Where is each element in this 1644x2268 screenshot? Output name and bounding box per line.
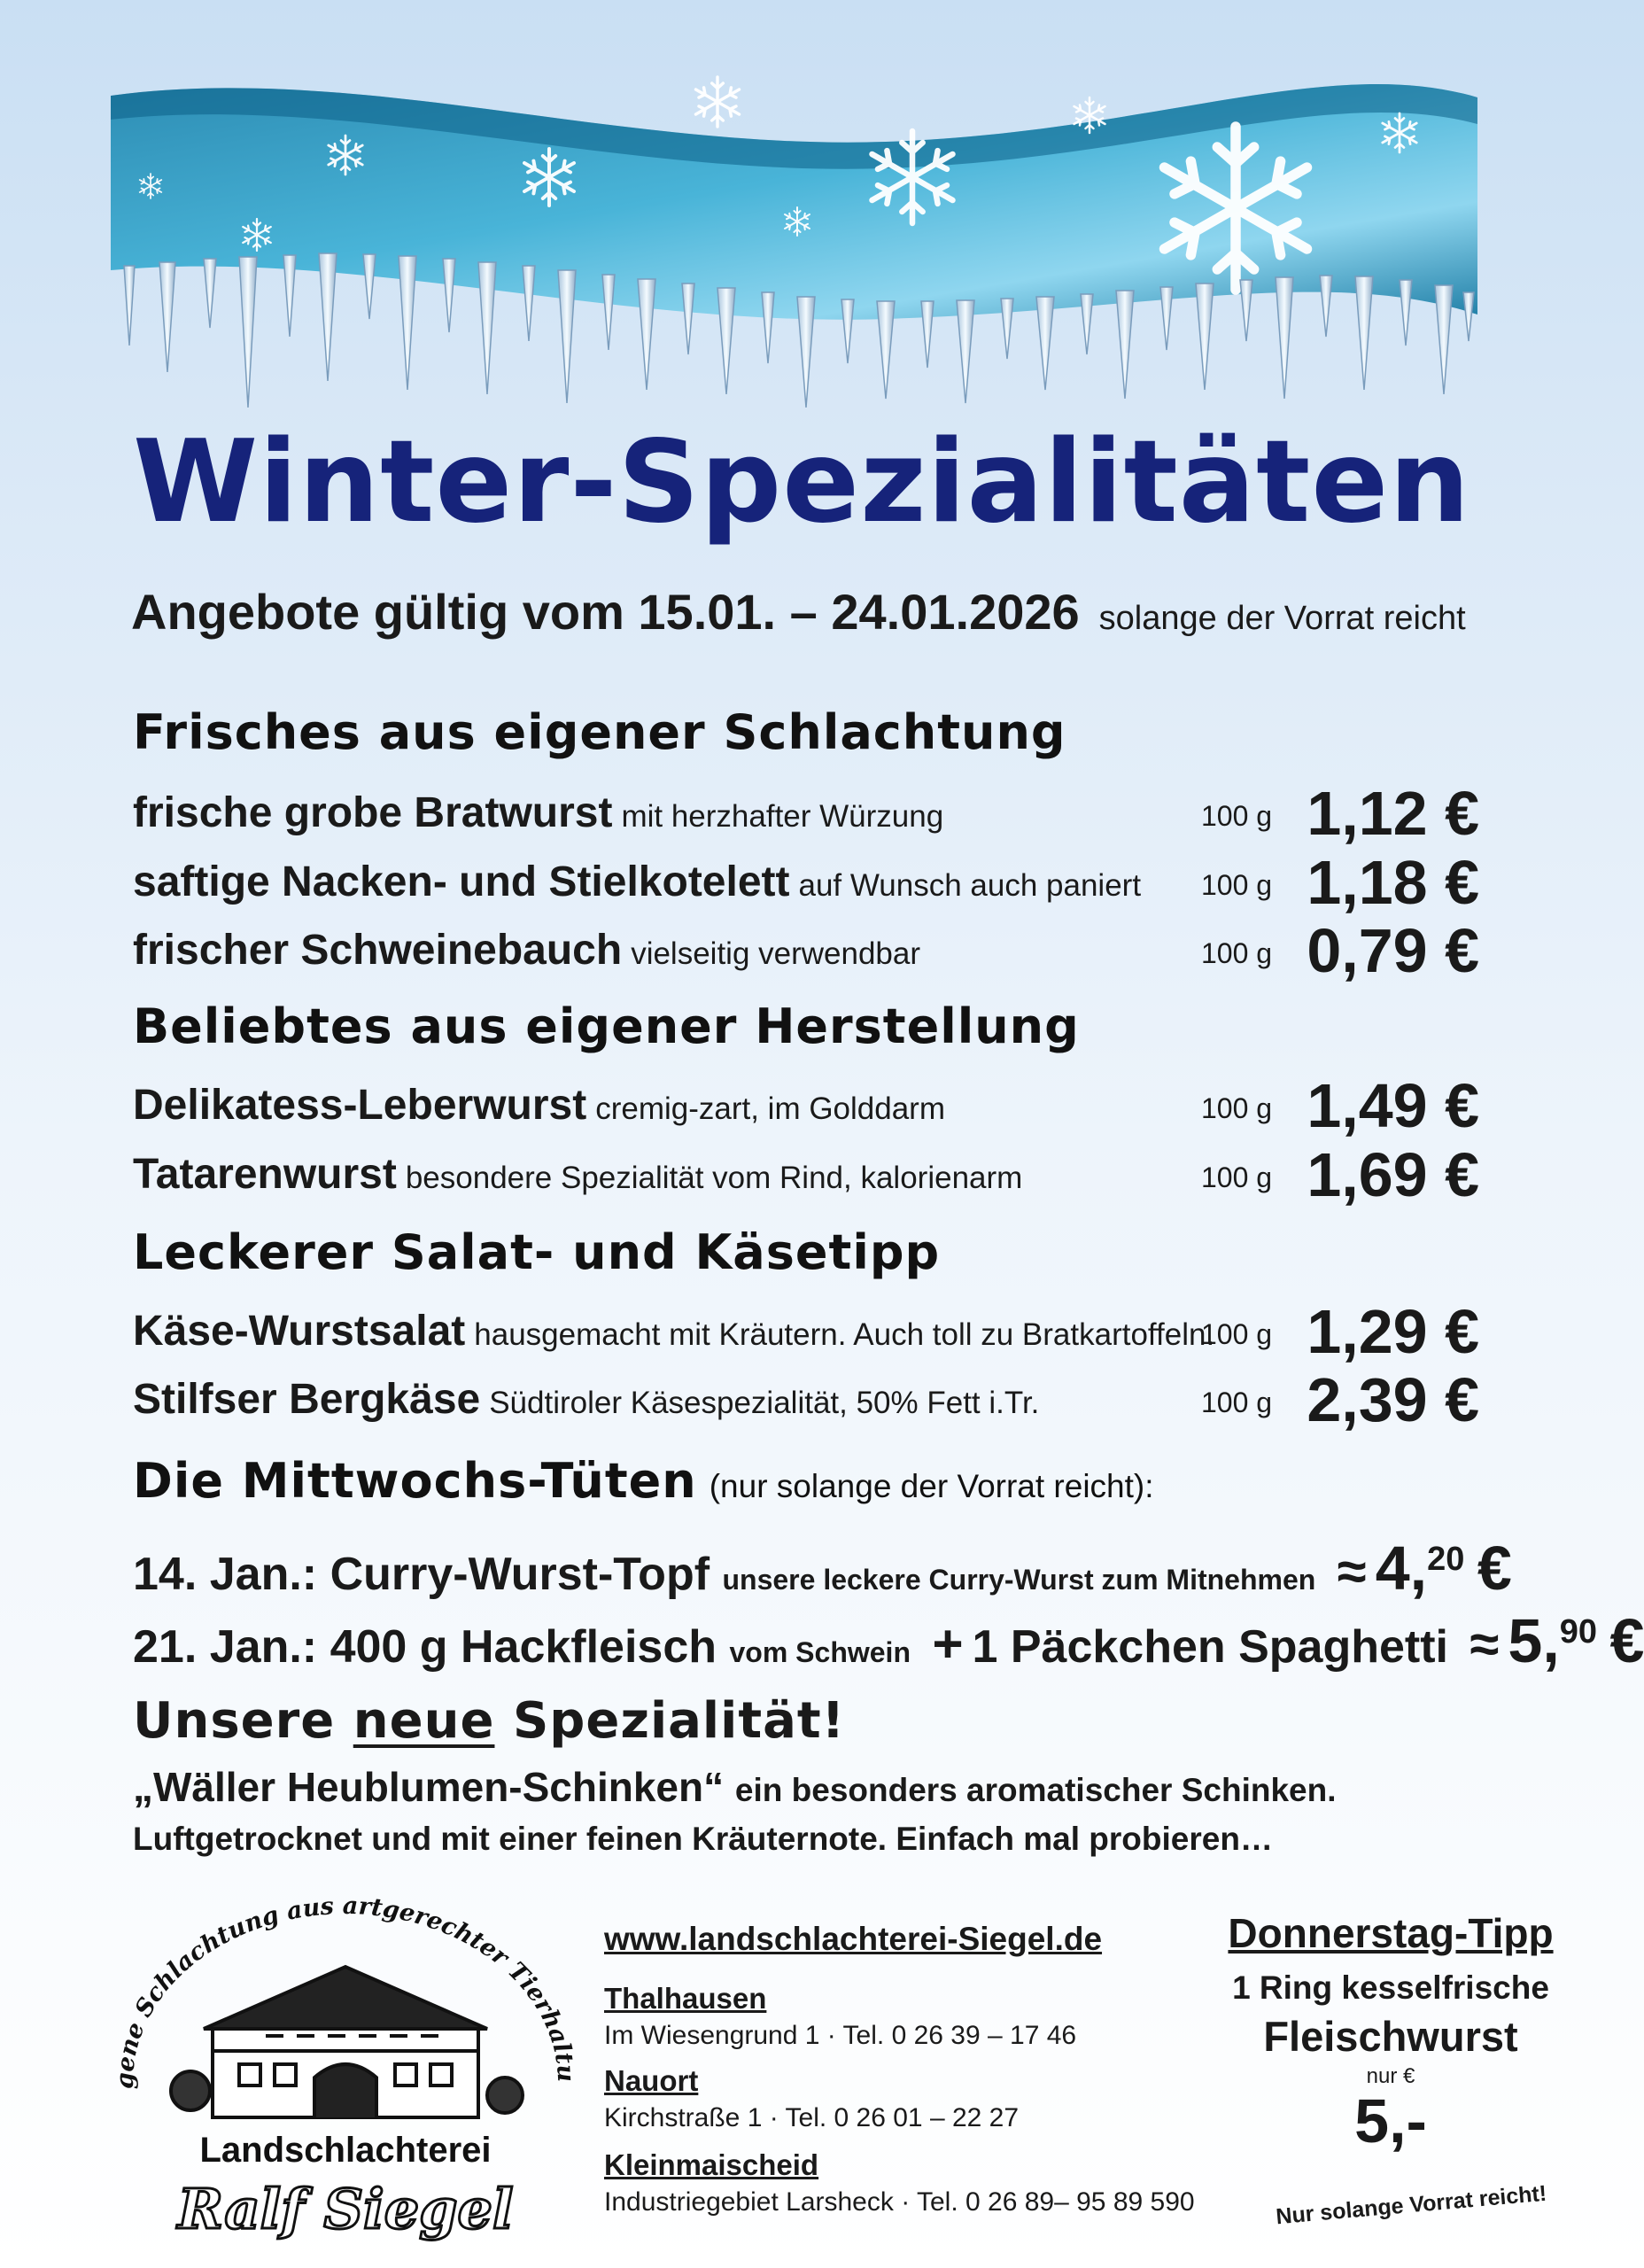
location-name: Nauort xyxy=(604,2064,699,2097)
item-price: 1,18 € xyxy=(1307,848,1479,917)
offer-extra: 1 Päckchen Spaghetti xyxy=(972,1621,1449,1673)
list-item xyxy=(133,916,1479,990)
tipp-line1: 1 Ring kesselfrische xyxy=(1232,1969,1549,2006)
item-price: 1,29 € xyxy=(1307,1297,1479,1366)
location-address: Im Wiesengrund 1 · Tel. 0 26 39 – 17 46 xyxy=(604,2021,1077,2050)
offer-date: 14. Jan.: xyxy=(133,1549,318,1600)
special-heading-pre: Unsere xyxy=(133,1692,353,1750)
item-desc: vielseitig verwendbar xyxy=(631,936,921,971)
tipp-heading: Donnerstag-Tipp xyxy=(1228,1910,1554,1956)
offer-detail: vom Schwein xyxy=(729,1636,911,1668)
company-logo xyxy=(106,1896,585,2250)
list-item xyxy=(133,1071,1479,1145)
validity-note: solange der Vorrat reicht xyxy=(1098,600,1466,637)
logo-company: Landschlachterei xyxy=(199,2131,492,2170)
item-desc: mit herzhafter Würzung xyxy=(621,799,944,834)
mittwoch-heading: Die Mittwochs-Tüten xyxy=(133,1453,697,1509)
section-heading: Beliebtes aus eigener Herstellung xyxy=(133,998,1080,1054)
item-desc: Südtiroler Käsespezialität, 50% Fett i.Tr. xyxy=(489,1386,1040,1420)
item-unit: 100 g xyxy=(1201,1386,1273,1418)
offer-currency: € xyxy=(1609,1606,1644,1675)
offer-detail: unsere leckere Curry-Wurst zum Mitnehmen xyxy=(722,1564,1316,1596)
item-name: saftige Nacken- und Stielkotelett xyxy=(133,858,790,905)
item-desc: auf Wunsch auch paniert xyxy=(798,868,1142,903)
mittwoch-note: (nur solange der Vorrat reicht): xyxy=(709,1468,1154,1504)
tipp-line2: Fleischwurst xyxy=(1263,2013,1518,2060)
offer-date: 21. Jan.: xyxy=(133,1621,318,1673)
special-text1: ein besonders aromatischer Schinken. xyxy=(734,1772,1337,1808)
list-item xyxy=(133,1140,1479,1214)
item-unit: 100 g xyxy=(1201,800,1273,832)
offer-price-cents: 20 xyxy=(1427,1540,1465,1578)
special-heading-neue: neue xyxy=(353,1692,495,1750)
special-name: „Wäller Heublumen-Schinken“ xyxy=(133,1764,725,1810)
item-name: Stilfser Bergkäse xyxy=(133,1376,481,1423)
special-heading xyxy=(133,1692,845,1750)
offer-price-main: 4, xyxy=(1375,1534,1428,1603)
list-item xyxy=(133,1605,1644,1676)
item-name: Käse-Wurstsalat xyxy=(133,1308,466,1355)
item-unit: 100 g xyxy=(1201,1161,1273,1193)
plus-sign: + xyxy=(932,1614,964,1674)
offer-price-cents: 90 xyxy=(1559,1612,1598,1651)
approx-sign: ≈ xyxy=(1337,1542,1367,1601)
item-price: 0,79 € xyxy=(1307,916,1479,985)
special-heading-post: Spezialität! xyxy=(494,1692,846,1750)
offer-item: Curry-Wurst-Topf xyxy=(330,1549,710,1600)
item-unit: 100 g xyxy=(1201,1318,1273,1350)
item-price: 1,12 € xyxy=(1307,779,1479,848)
section-heading: Frisches aus eigener Schlachtung xyxy=(133,704,1066,760)
item-desc: cremig-zart, im Golddarm xyxy=(595,1091,945,1126)
item-unit: 100 g xyxy=(1201,1092,1273,1124)
tipp-stock-note: Nur solange Vorrat reicht! xyxy=(1275,2180,1548,2230)
item-unit: 100 g xyxy=(1201,869,1273,901)
logo-arc-text: gene Schlachtung aus artgerechter Tierhaltu xyxy=(111,1896,580,2090)
logo-signature: Ralf Siegel xyxy=(177,2177,514,2241)
section-heading xyxy=(133,1453,1154,1509)
special-line xyxy=(133,1763,1336,1811)
item-name: Delikatess-Leberwurst xyxy=(133,1082,587,1129)
item-name: Tatarenwurst xyxy=(133,1151,397,1198)
offer-item: 400 g Hackfleisch xyxy=(330,1621,717,1673)
tipp-price: 5,- xyxy=(1354,2086,1427,2155)
item-price: 1,49 € xyxy=(1307,1071,1479,1140)
location-address: Kirchstraße 1 · Tel. 0 26 01 – 22 27 xyxy=(604,2103,1020,2132)
list-item xyxy=(133,1297,1479,1371)
list-item xyxy=(133,1533,1512,1604)
tipp-nur: nur € xyxy=(1366,2064,1415,2088)
section-heading: Leckerer Salat- und Käsetipp xyxy=(133,1224,941,1280)
special-text2: Luftgetrocknet und mit einer feinen Kräuternote. Einfach mal probieren… xyxy=(133,1821,1273,1857)
location-address: Industriegebiet Larsheck · Tel. 0 26 89– 95 89 590 xyxy=(604,2187,1195,2217)
list-item xyxy=(133,779,1479,852)
location-name: Kleinmaischeid xyxy=(604,2148,819,2181)
item-desc: hausgemacht mit Kräutern. Auch toll zu Bratkartoffeln. xyxy=(474,1317,1215,1352)
item-name: frische grobe Bratwurst xyxy=(133,789,613,836)
offer-price-main: 5, xyxy=(1508,1606,1560,1675)
validity-line xyxy=(131,583,1466,641)
winter-banner xyxy=(0,0,1603,416)
validity-dates: Angebote gültig vom 15.01. – 24.01.2026 xyxy=(131,584,1080,640)
donnerstag-tipp xyxy=(1205,1909,1577,2230)
offer-currency: € xyxy=(1477,1534,1512,1603)
approx-sign: ≈ xyxy=(1470,1614,1500,1674)
item-name: frischer Schweinebauch xyxy=(133,927,623,974)
item-price: 1,69 € xyxy=(1307,1140,1479,1209)
farmhouse-icon xyxy=(171,1967,523,2117)
location-name: Thalhausen xyxy=(604,1982,767,2015)
page-title: Winter-Spezialitäten xyxy=(133,416,1471,548)
item-unit: 100 g xyxy=(1201,937,1273,969)
item-desc: besondere Spezialität vom Rind, kalorienarm xyxy=(405,1161,1023,1195)
website-link[interactable]: www.landschlachterei-Siegel.de xyxy=(604,1921,1103,1957)
item-price: 2,39 € xyxy=(1307,1365,1479,1434)
list-item xyxy=(133,848,1479,921)
list-item xyxy=(133,1365,1479,1439)
